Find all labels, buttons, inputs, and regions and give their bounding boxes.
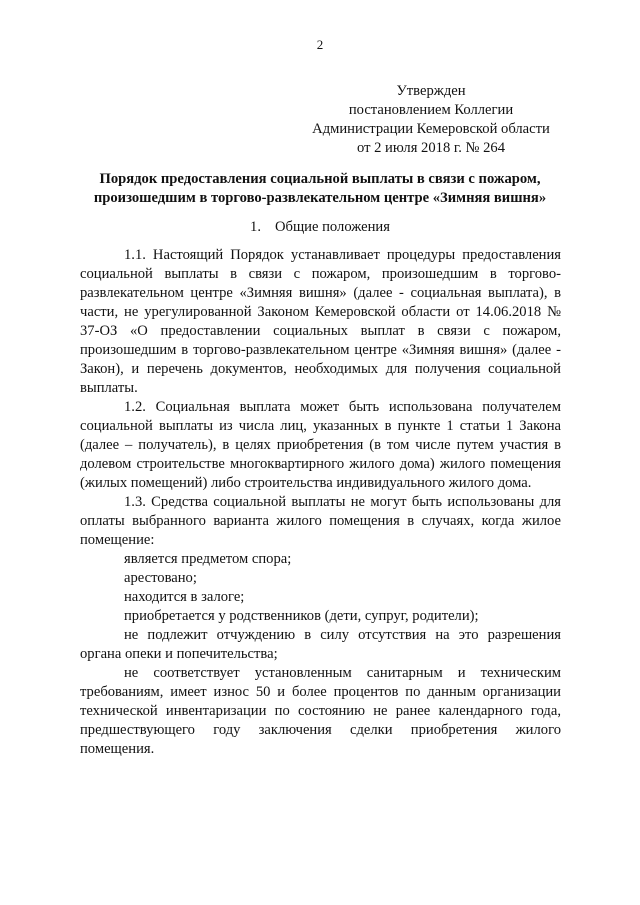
approval-block (300, 82, 562, 158)
section-title: Общие положения (274, 219, 390, 235)
document-title-line-1: Порядок предоставления социальной выплаты в связи с пожаром, (99, 171, 541, 187)
document-body (80, 246, 561, 759)
document-title (80, 170, 560, 208)
paragraph-1-3: 1.3. Средства социальной выплаты не могут быть использованы для оплаты выбранного варианта жилого помещения в случаях, когда жилое помещение: (80, 494, 561, 548)
list-item: не соответствует установленным санитарным и техническим требованиям, имеет износ 50 и более процентов по данным организации технической инвентаризации по состоянию не ранее календарного года, предшествующего году заключения сделки приобретения жилого помещения. (80, 665, 561, 757)
list-item: арестовано; (124, 570, 197, 586)
list-item: является предметом спора; (124, 551, 292, 567)
approval-line-1: Утвержден (396, 83, 466, 99)
approval-line-3: Администрации Кемеровской области (312, 121, 550, 137)
approval-line-4: от 2 июля 2018 г. № 264 (356, 140, 505, 156)
approval-line-2: постановлением Коллегии (348, 102, 514, 118)
section-heading (0, 218, 640, 237)
list-item: не подлежит отчуждению в силу отсутствия на это разрешения органа опеки и попечительства; (80, 627, 561, 662)
paragraph-1-1: 1.1. Настоящий Порядок устанавливает процедуры предоставления социальной выплаты в связи с пожаром, произошедшим в торгово-развлекательном центре «Зимняя вишня» (далее - социальная выплата), в части, не урегулированной Законом Кемеровской области от 14.06.2018 № 37-ОЗ «О предоставлении социальных выплат в связи с пожаром, произошедшим в торгово-развлекательном центре «Зимняя вишня» (далее - Закон), и перечень документов, необходимых для получения социальной выплаты. (80, 247, 561, 396)
list-item: находится в залоге; (124, 589, 245, 605)
list-item: приобретается у родственников (дети, супруг, родители); (124, 608, 479, 624)
page-number: 2 (316, 37, 324, 52)
document-title-line-2: произошедшим в торгово-развлекательном центре «Зимняя вишня» (93, 190, 547, 206)
paragraph-1-2: 1.2. Социальная выплата может быть использована получателем социальной выплаты из числа лиц, указанных в пункте 1 статьи 1 Закона (далее – получатель), в целях приобретения (в том числе путем участия в долевом строительстве многоквартирного жилого дома) жилого помещения (жилых помещений) либо строительства индивидуального жилого дома. (80, 399, 561, 491)
section-number: 1. (250, 219, 261, 235)
